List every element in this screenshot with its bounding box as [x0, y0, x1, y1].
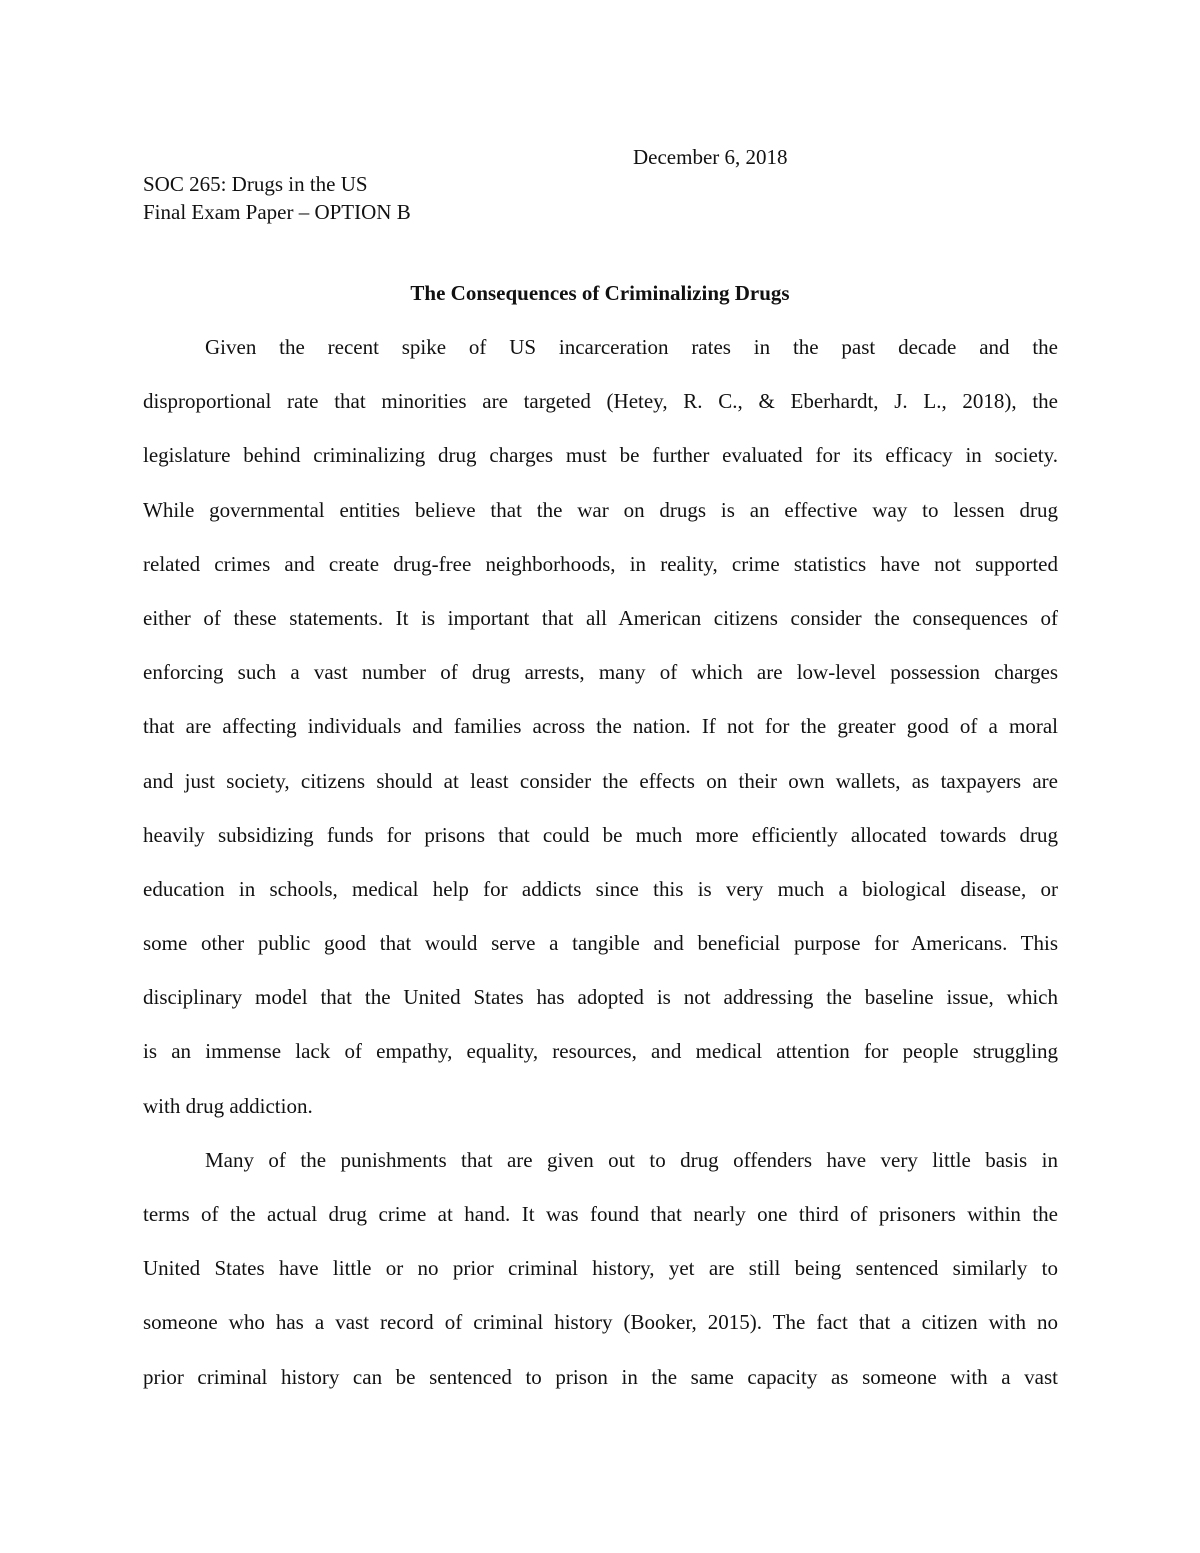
paper-title: The Consequences of Criminalizing Drugs — [410, 281, 790, 305]
paragraph-line: Many of the punishments that are given out to drug offenders have very little basis in — [205, 1147, 1058, 1172]
paper-body — [143, 333, 1058, 1417]
paragraph-line: enforcing such a vast number of drug arrests, many of which are low-level possession charges — [143, 660, 1058, 685]
document-date: December 6, 2018 — [633, 145, 788, 169]
paragraph-line: disciplinary model that the United States has adopted is not addressing the baseline issue, which — [143, 985, 1058, 1010]
paragraph-line: some other public good that would serve a tangible and beneficial purpose for Americans. This — [143, 931, 1058, 956]
paragraph-2 — [143, 1146, 1058, 1417]
paragraph-line: terms of the actual drug crime at hand. It was found that nearly one third of prisoners within the — [143, 1202, 1058, 1226]
paragraph-line: is an immense lack of empathy, equality, resources, and medical attention for people struggling — [143, 1039, 1058, 1064]
paragraph-line: While governmental entities believe that the war on drugs is an effective way to lessen drug — [143, 497, 1058, 522]
paragraph-line: heavily subsidizing funds for prisons that could be much more efficiently allocated towards drug — [143, 822, 1058, 847]
paragraph-line: Given the recent spike of US incarceration rates in the past decade and the — [205, 335, 1058, 359]
paragraph-line: prior criminal history can be sentenced to prison in the same capacity as someone with a vast — [143, 1364, 1058, 1389]
paragraph-line: education in schools, medical help for addicts since this is very much a biological disease, or — [143, 876, 1058, 901]
document-header — [143, 170, 411, 226]
paragraph-line: related crimes and create drug-free neighborhoods, in reality, crime statistics have not supported — [143, 551, 1058, 576]
paragraph-line: United States have little or no prior criminal history, yet are still being sentenced similarly to — [143, 1256, 1058, 1281]
paragraph-line: either of these statements. It is important that all American citizens consider the consequences of — [143, 605, 1058, 630]
paragraph-line: that are affecting individuals and families across the nation. If not for the greater good of a moral — [143, 714, 1058, 739]
paragraph-line: disproportional rate that minorities are targeted (Hetey, R. C., & Eberhardt, J. L., 2018), the — [143, 389, 1058, 414]
assignment-name: Final Exam Paper – OPTION B — [143, 200, 411, 224]
paragraph-line: someone who has a vast record of criminal history (Booker, 2015). The fact that a citizen with no — [143, 1310, 1058, 1335]
paragraph-line: with drug addiction. — [143, 1093, 313, 1118]
paragraph-line: legislature behind criminalizing drug charges must be further evaluated for its efficacy in society. — [143, 443, 1058, 468]
paragraph-line: and just society, citizens should at least consider the effects on their own wallets, as taxpayers are — [143, 768, 1058, 793]
paragraph-1 — [143, 333, 1058, 1146]
course-name: SOC 265: Drugs in the US — [143, 172, 368, 196]
